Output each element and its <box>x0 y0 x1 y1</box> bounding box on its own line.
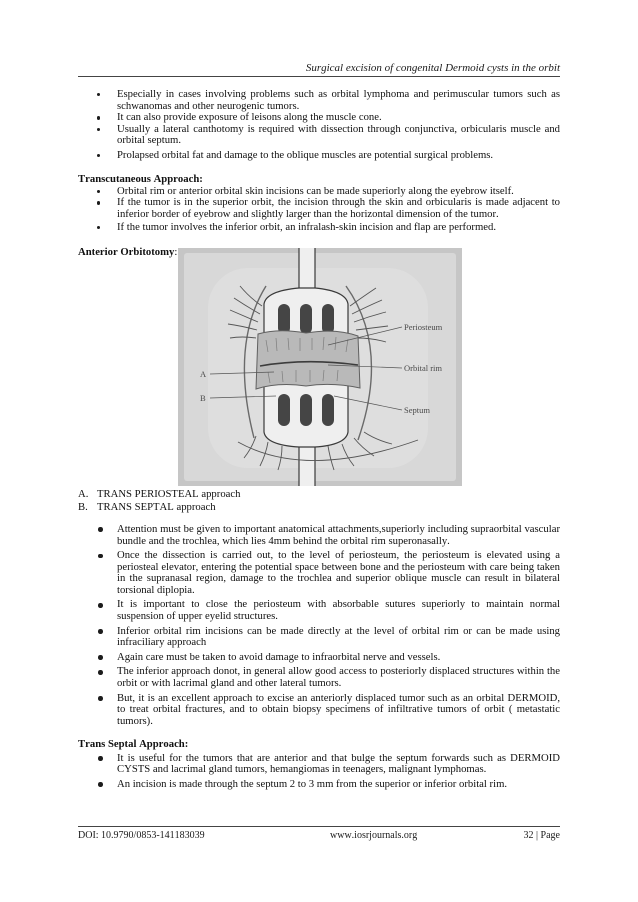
bullet-text: Orbital rim or anterior orbital skin incisions can be made superiorly along the eyebrow itself. <box>117 184 514 197</box>
approach-list <box>78 488 560 514</box>
bullet-marker <box>98 782 103 787</box>
trans-septal-bullet-list <box>78 753 560 791</box>
label-b: B <box>200 392 206 403</box>
bullet-text: Attention must be given to important anatomical attachments,superiorly including supraorbital vascular bundle and the trochlea, which lies 4mm behind the orbital rim superonasally. <box>117 522 560 547</box>
label-orbital-rim: Orbital rim <box>404 362 443 373</box>
footer-website: www.iosrjournals.org <box>330 830 418 841</box>
list-item <box>78 550 560 596</box>
transcutaneous-heading: Transcutaneous Approach: <box>78 172 203 185</box>
list-item <box>78 666 560 689</box>
list-item <box>78 150 560 162</box>
list-item <box>78 222 560 234</box>
orbital-tissue <box>256 331 360 389</box>
orbitotomy-illustration <box>178 248 462 486</box>
heading-colon: : <box>174 245 178 258</box>
bullet-text: But, it is an excellent approach to excise an anteriorly displaced tumor such as an orbital DERMOID, to treat orbital fractures, and to obtain biopsy specimens of infiltrative tumors of orbit ( metastatic tumors). <box>117 691 560 727</box>
list-item <box>78 693 560 728</box>
bullet-marker <box>98 655 103 660</box>
bullet-marker <box>98 554 103 559</box>
bullet-text: Inferior orbital rim incisions can be made directly at the level of orbital rim or can be made using infraciliary approach <box>117 624 560 649</box>
bullet-text: If the tumor involves the inferior orbit, an infralash-skin incision and flap are performed. <box>117 220 497 233</box>
transcutaneous-bullet-list <box>78 186 560 234</box>
list-item <box>78 753 560 776</box>
list-item <box>78 652 560 664</box>
list-item <box>78 124 560 147</box>
list-item <box>78 779 560 791</box>
bullet-text: An incision is made through the septum 2 to 3 mm from the superior or inferior orbital rim. <box>117 777 508 790</box>
bullet-text: Prolapsed orbital fat and damage to the oblique muscles are potential surgical problems. <box>117 148 494 161</box>
list-item <box>78 599 560 622</box>
footer-page-number: 32 | Page <box>523 830 560 841</box>
bullet-text: If the tumor is in the superior orbit, the incision through the skin and orbicularis is made adjacent to inferior border of eyebrow and slightly larger than the horizontal dimension of the tumor. <box>117 196 560 220</box>
bullet-text: Especially in cases involving problems such as orbital lymphoma and perimuscular tumors such as schwanomas and other neurogenic tumors. <box>117 88 560 112</box>
bullet-marker <box>97 154 100 157</box>
page-body <box>78 89 560 790</box>
bullet-text: It can also provide exposure of leisons along the muscle cone. <box>117 111 382 124</box>
trans-septal-heading: Trans Septal Approach: <box>78 737 189 750</box>
bullet-marker <box>97 128 100 131</box>
list-item <box>78 524 560 547</box>
bullet-marker <box>98 527 103 532</box>
label-septum: Septum <box>404 404 430 415</box>
bullet-marker <box>98 670 103 675</box>
intro-bullet-list <box>78 89 560 162</box>
list-item <box>78 626 560 649</box>
bullet-marker <box>98 696 103 701</box>
bullet-marker <box>98 603 103 608</box>
bullet-marker <box>97 116 100 119</box>
footer-doi: DOI: 10.9790/0853-141183039 <box>78 830 205 841</box>
bullet-marker <box>97 93 100 96</box>
approach-item <box>78 488 560 501</box>
bullet-text: Usually a lateral canthotomy is required with dissection through conjunctiva, orbicularis muscle and orbital septum. <box>117 122 560 147</box>
heading-text: Anterior Orbitotomy <box>78 245 175 258</box>
approach-item <box>78 501 560 514</box>
list-item <box>78 89 560 112</box>
bullet-text: The inferior approach donot, in general allow good access to posteriorly displaced structures within the orbit or with lacrimal gland and other lateral tumors. <box>117 665 560 690</box>
bullet-text: Again care must be taken to avoid damage to infraorbital nerve and vessels. <box>117 650 441 663</box>
bullet-marker <box>98 629 103 634</box>
bullet-marker <box>97 190 100 193</box>
header-rule <box>78 76 560 77</box>
bullet-marker <box>97 226 100 229</box>
approach-text: TRANS SEPTAL approach <box>97 500 216 513</box>
bullet-text: It is important to close the periosteum with absorbable sutures superiorly to maintain normal suspension of upper eyelid structures. <box>117 598 560 623</box>
footer-rule <box>78 826 560 827</box>
approach-marker: B. <box>78 500 88 513</box>
bullet-marker <box>98 756 103 761</box>
anterior-orbitotomy-heading <box>78 247 178 259</box>
anterior-orbitotomy-row <box>78 247 560 486</box>
bullet-text: Once the dissection is carried out, to the level of periosteum, the periosteum is elevated using a periosteal elevator, entering the potential space between bone and the periosteum with care being taken in the supranasal region, damage to the trochlea and superior oblique muscle can result in bilateral torsional diplopia. <box>117 549 560 596</box>
approach-marker: A. <box>78 487 89 500</box>
orbitotomy-figure <box>178 248 462 486</box>
label-periosteum: Periosteum <box>404 321 443 332</box>
anterior-orbitotomy-bullet-list <box>78 524 560 728</box>
running-title: Surgical excision of congenital Dermoid cysts in the orbit <box>305 62 560 74</box>
approach-text: TRANS PERIOSTEAL approach <box>97 487 241 500</box>
label-a: A <box>200 368 207 379</box>
list-item <box>78 197 560 220</box>
bullet-text: It is useful for the tumors that are anterior and that bulge the septum forwards such as DERMOID CYSTS and lacrimal gland tumors, hemangiomas in teenagers, malignant lymphomas. <box>117 751 560 776</box>
bullet-marker <box>97 201 100 204</box>
